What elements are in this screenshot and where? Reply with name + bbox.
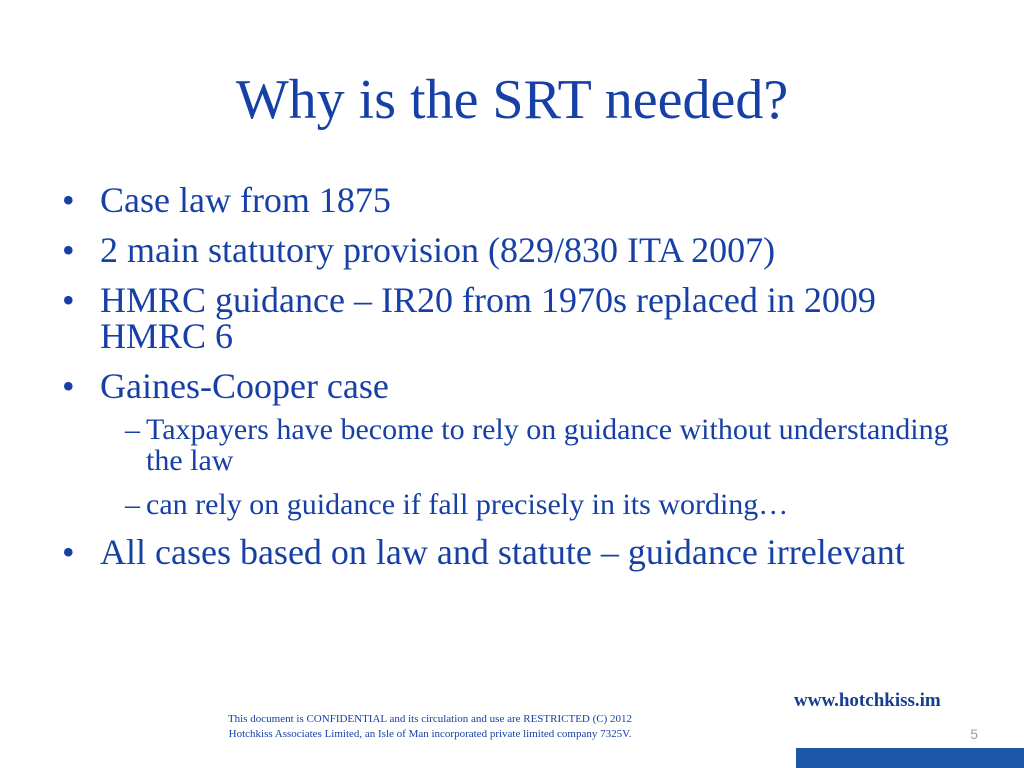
bullet-text: HMRC guidance – IR20 from 1970s replaced in 2009 HMRC 6 <box>100 280 876 356</box>
website-url[interactable]: www.hotchkiss.im <box>794 690 941 711</box>
bullet-item <box>62 182 962 218</box>
bullet-marker: • <box>62 230 75 270</box>
bullet-item <box>62 232 962 268</box>
bullet-list <box>62 182 962 584</box>
bullet-text: 2 main statutory provision (829/830 ITA 2007) <box>100 230 776 270</box>
slide-title: Why is the SRT needed? <box>235 69 789 131</box>
footer-line-2: Hotchkiss Associates Limited, an Isle of Man incorporated private limited company 7325V. <box>228 728 632 740</box>
bullet-item <box>62 534 962 570</box>
footer-line-1: This document is CONFIDENTIAL and its circulation and use are RESTRICTED (C) 2012 <box>227 713 633 725</box>
sub-bullet-item <box>100 414 962 476</box>
sub-bullet-text: Taxpayers have become to rely on guidance without understanding the law <box>146 413 949 477</box>
page-number: 5 <box>970 726 978 742</box>
bullet-text: Gaines-Cooper case <box>100 366 389 406</box>
bullet-marker: • <box>62 532 75 572</box>
sub-bullet-marker: – <box>125 488 140 521</box>
bullet-item <box>62 368 962 520</box>
sub-bullet-item <box>100 489 962 520</box>
bullet-text: Case law from 1875 <box>100 180 391 220</box>
bullet-marker: • <box>62 366 75 406</box>
sub-bullet-marker: – <box>125 413 140 446</box>
confidentiality-footer <box>180 712 680 742</box>
sub-bullet-list <box>100 414 962 520</box>
bullet-text: All cases based on law and statute – guidance irrelevant <box>100 532 905 572</box>
sub-bullet-text: can rely on guidance if fall precisely in its wording… <box>146 488 789 521</box>
bullet-marker: • <box>62 180 75 220</box>
bullet-item <box>62 282 962 354</box>
bullet-marker: • <box>62 280 75 320</box>
corner-accent-bar <box>796 748 1024 768</box>
